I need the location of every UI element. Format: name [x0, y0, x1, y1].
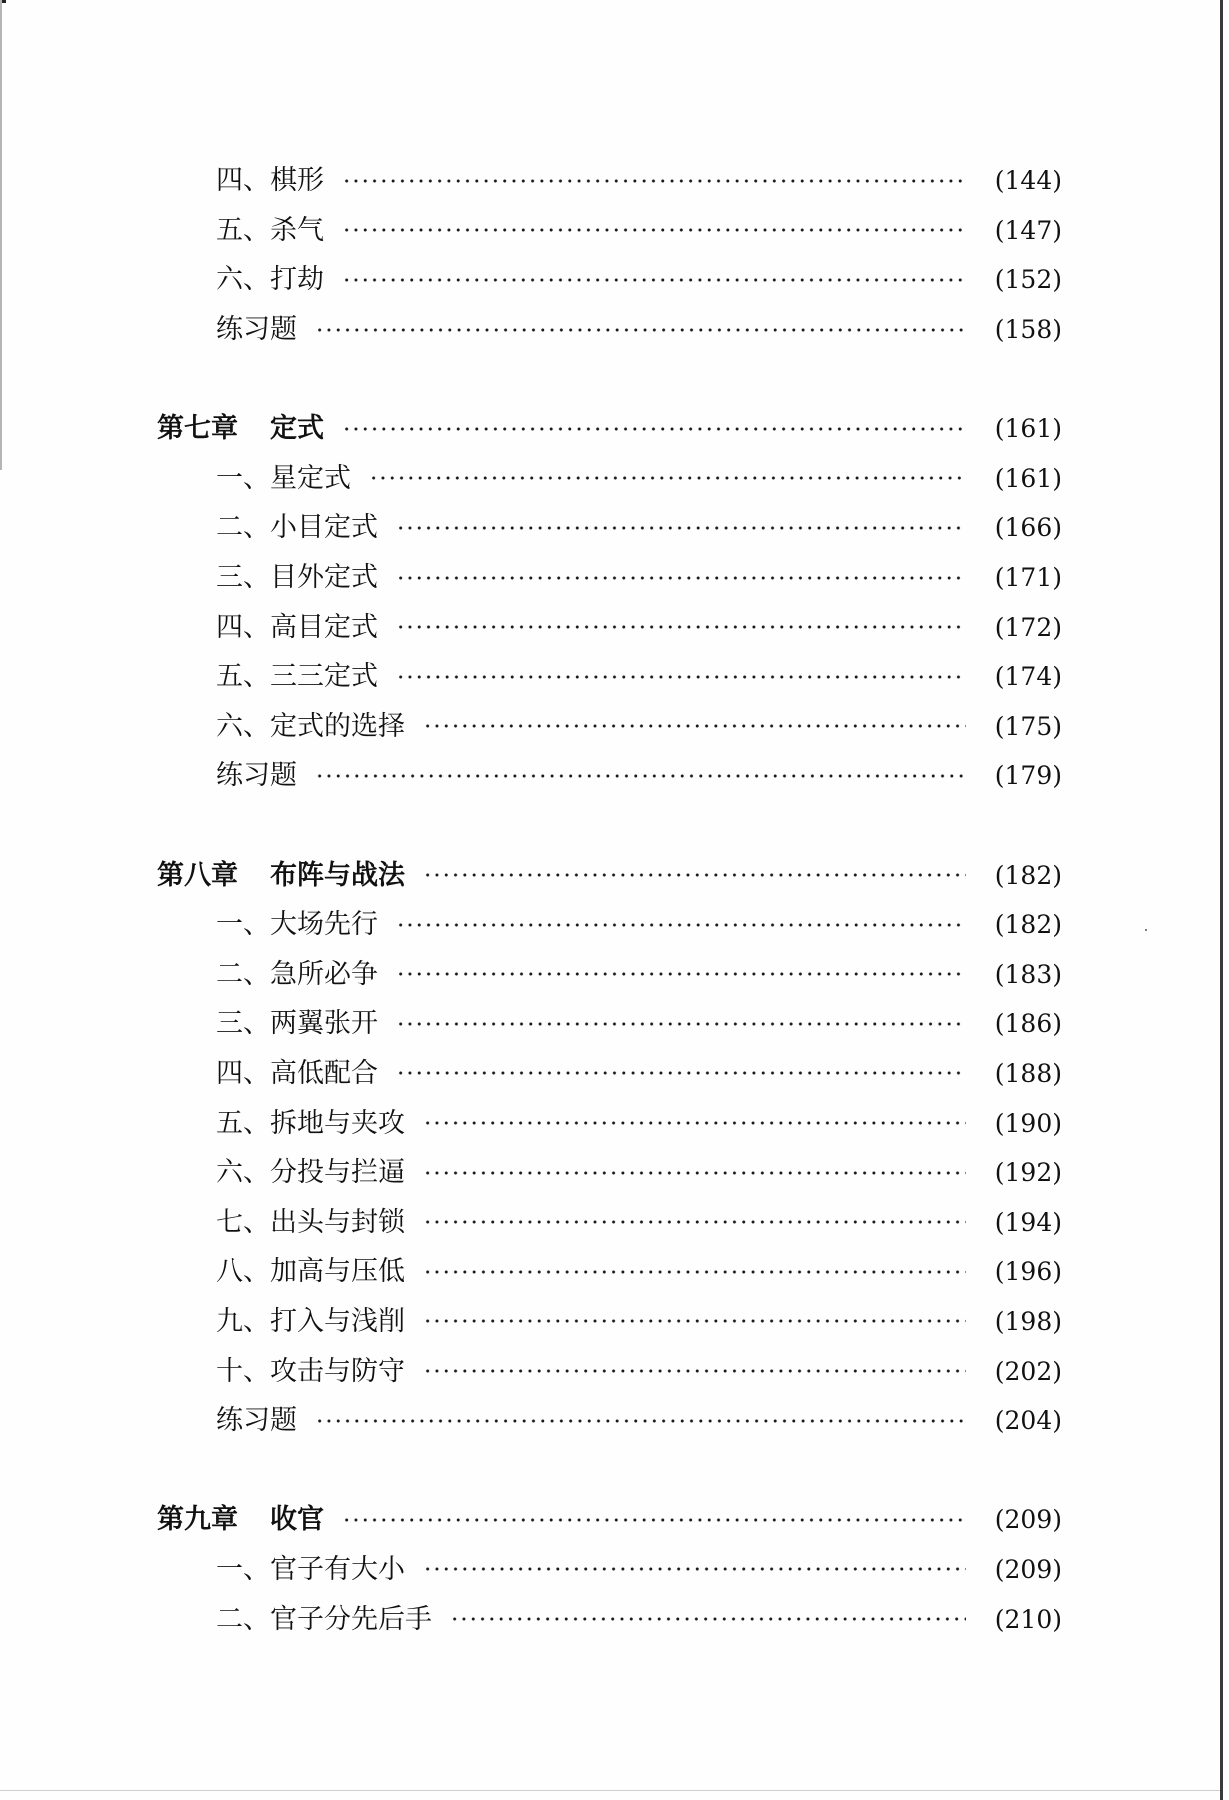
dot-leader — [342, 1515, 966, 1525]
chapter-number: 第七章 — [157, 413, 238, 445]
toc-entry — [0, 751, 1229, 801]
dot-leader — [342, 225, 966, 235]
chapter-block — [0, 404, 1229, 801]
entry-label: 六、分投与拦逼 — [216, 1157, 405, 1189]
page-number: (158) — [994, 315, 1062, 345]
dot-leader — [423, 870, 966, 880]
toc-entry — [0, 1197, 1229, 1247]
entry-label: 五、杀气 — [216, 214, 324, 246]
dot-leader — [396, 573, 966, 583]
entry-label: 三、目外定式 — [216, 562, 378, 594]
toc-entry — [0, 1545, 1229, 1595]
toc-entry — [0, 454, 1229, 504]
toc-entry — [0, 602, 1229, 652]
dot-leader — [423, 1118, 966, 1128]
dot-leader — [396, 969, 966, 979]
page-number: (161) — [994, 463, 1062, 493]
page-number: (186) — [994, 1009, 1062, 1039]
entry-label: 五、三三定式 — [216, 661, 378, 693]
page-number: (204) — [994, 1406, 1062, 1436]
entry-label: 四、高低配合 — [216, 1057, 378, 1089]
chapter-heading — [0, 1495, 1229, 1545]
page-number: (175) — [994, 711, 1062, 741]
entry-label: 五、拆地与夹攻 — [216, 1107, 405, 1139]
dot-leader — [369, 473, 966, 483]
page-number: (174) — [994, 662, 1062, 692]
entry-label: 三、两翼张开 — [216, 1008, 378, 1040]
entry-label: 二、小目定式 — [216, 512, 378, 544]
dot-leader — [396, 622, 966, 632]
page-number: (188) — [994, 1058, 1062, 1088]
entry-label: 练习题 — [216, 760, 297, 792]
entry-label: 四、高目定式 — [216, 611, 378, 643]
page-number: (202) — [994, 1356, 1062, 1386]
dot-leader — [342, 424, 966, 434]
page-number: (172) — [994, 612, 1062, 642]
toc-entry — [0, 1297, 1229, 1347]
chapter-heading — [0, 404, 1229, 454]
page-number: (196) — [994, 1257, 1062, 1287]
toc-entry — [0, 1594, 1229, 1644]
toc-entry — [0, 503, 1229, 553]
dot-leader — [396, 1019, 966, 1029]
continued-block — [0, 156, 1229, 354]
page-number: (144) — [994, 166, 1062, 196]
page-number: (210) — [994, 1604, 1062, 1634]
entry-label: 一、官子有大小 — [216, 1553, 405, 1585]
chapter-block — [0, 1495, 1229, 1644]
toc-entry — [0, 950, 1229, 1000]
chapter-heading — [0, 850, 1229, 900]
page-number: (179) — [994, 761, 1062, 791]
dot-leader — [450, 1614, 966, 1624]
page-number: (194) — [994, 1207, 1062, 1237]
toc-entry — [0, 1148, 1229, 1198]
dot-leader — [396, 1068, 966, 1078]
entry-label: 九、打入与浅削 — [216, 1305, 405, 1337]
dot-leader — [423, 721, 966, 731]
entry-label: 一、星定式 — [216, 462, 351, 494]
page-number: (182) — [994, 860, 1062, 890]
entry-label: 一、大场先行 — [216, 909, 378, 941]
page-number: (152) — [994, 265, 1062, 295]
page-number: (182) — [994, 910, 1062, 940]
entry-label: 七、出头与封锁 — [216, 1206, 405, 1238]
toc-entry — [0, 255, 1229, 305]
toc-entry — [0, 1098, 1229, 1148]
toc-entry — [0, 553, 1229, 603]
entry-label: 四、棋形 — [216, 165, 324, 197]
dot-leader — [396, 920, 966, 930]
toc-entry — [0, 206, 1229, 256]
entry-label: 八、加高与压低 — [216, 1256, 405, 1288]
chapter-title: 收官 — [270, 1504, 324, 1536]
dot-leader — [423, 1316, 966, 1326]
entry-label: 二、急所必争 — [216, 958, 378, 990]
scan-edge-bottom — [0, 1790, 1220, 1791]
entry-label: 六、打劫 — [216, 264, 324, 296]
page-number: (192) — [994, 1158, 1062, 1188]
toc-entry — [0, 900, 1229, 950]
toc-entry — [0, 1396, 1229, 1446]
dot-leader — [423, 1366, 966, 1376]
entry-label: 二、官子分先后手 — [216, 1603, 432, 1635]
toc-entry — [0, 1049, 1229, 1099]
entry-label: 练习题 — [216, 314, 297, 346]
chapter-number: 第九章 — [157, 1504, 238, 1536]
entry-label: 练习题 — [216, 1405, 297, 1437]
table-of-contents — [0, 156, 1229, 1644]
dot-leader — [423, 1564, 966, 1574]
page-number: (147) — [994, 215, 1062, 245]
page-number: (209) — [994, 1554, 1062, 1584]
page-number: (183) — [994, 959, 1062, 989]
toc-entry — [0, 1247, 1229, 1297]
entry-label: 六、定式的选择 — [216, 710, 405, 742]
dot-leader — [423, 1217, 966, 1227]
dot-leader — [315, 325, 966, 335]
toc-entry — [0, 156, 1229, 206]
page-number: (166) — [994, 513, 1062, 543]
toc-entry — [0, 305, 1229, 355]
page-number: (161) — [994, 414, 1062, 444]
entry-label: 十、攻击与防守 — [216, 1355, 405, 1387]
chapter-number: 第八章 — [157, 859, 238, 891]
toc-entry — [0, 652, 1229, 702]
dot-leader — [423, 1168, 966, 1178]
page-number: (171) — [994, 563, 1062, 593]
dot-leader — [315, 771, 966, 781]
toc-entry — [0, 702, 1229, 752]
dot-leader — [342, 176, 966, 186]
chapter-block — [0, 850, 1229, 1445]
toc-entry — [0, 999, 1229, 1049]
dot-leader — [342, 275, 966, 285]
chapter-title: 布阵与战法 — [270, 859, 405, 891]
chapter-title: 定式 — [270, 413, 324, 445]
page-number: (190) — [994, 1108, 1062, 1138]
dot-leader — [396, 672, 966, 682]
dot-leader — [315, 1416, 966, 1426]
page-number: (198) — [994, 1306, 1062, 1336]
page-number: (209) — [994, 1505, 1062, 1535]
toc-entry — [0, 1346, 1229, 1396]
dot-leader — [423, 1267, 966, 1277]
dot-leader — [396, 523, 966, 533]
